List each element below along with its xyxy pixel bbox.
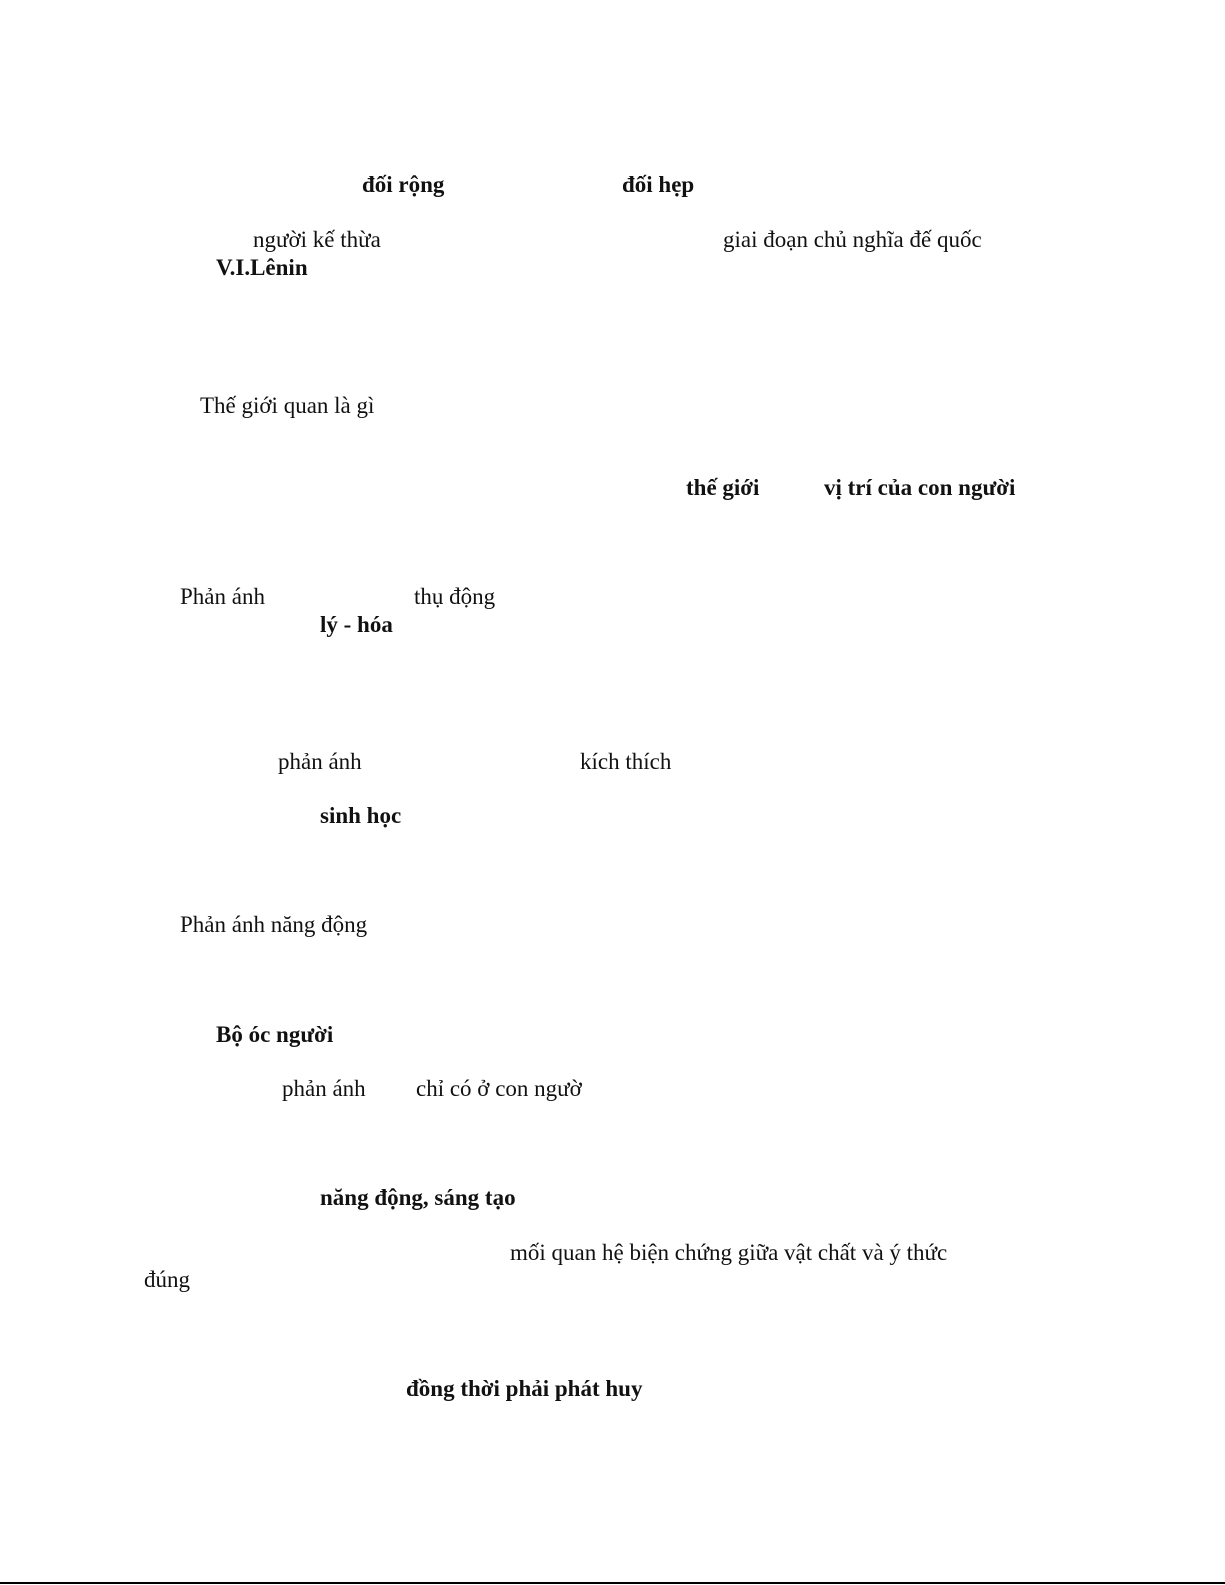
text-fragment: đúng xyxy=(144,1267,190,1292)
text-fragment: giai đoạn chủ nghĩa đế quốc xyxy=(723,227,982,252)
text-fragment: đối hẹp xyxy=(622,172,695,197)
text-fragment: thụ động xyxy=(414,584,496,609)
page-bottom-border xyxy=(0,1582,1225,1584)
text-fragment: phản ánh xyxy=(282,1076,366,1101)
text-fragment: phản ánh xyxy=(278,749,362,774)
text-fragment: thế giới xyxy=(686,475,760,500)
text-fragment: mối quan hệ biện chứng giữa vật chất và ý thức xyxy=(510,1240,948,1265)
text-fragment: sinh học xyxy=(320,803,402,828)
text-fragment: Thế giới quan là gì xyxy=(200,393,375,418)
text-fragment: lý - hóa xyxy=(320,612,393,637)
text-fragment: người kế thừa xyxy=(253,227,381,252)
text-fragment: đồng thời phải phát huy xyxy=(406,1376,643,1401)
text-fragment: Phản ánh năng động xyxy=(180,912,368,937)
text-fragment: Bộ óc người xyxy=(216,1022,334,1047)
text-fragment: V.I.Lênin xyxy=(216,255,308,280)
text-fragment: năng động, sáng tạo xyxy=(320,1185,516,1210)
text-fragment: đối rộng xyxy=(362,172,445,197)
text-fragment: vị trí của con người xyxy=(824,475,1016,500)
text-fragment: Phản ánh xyxy=(180,584,265,609)
text-fragment: chỉ có ở con ngườ xyxy=(416,1076,582,1101)
text-fragment: kích thích xyxy=(580,749,672,774)
